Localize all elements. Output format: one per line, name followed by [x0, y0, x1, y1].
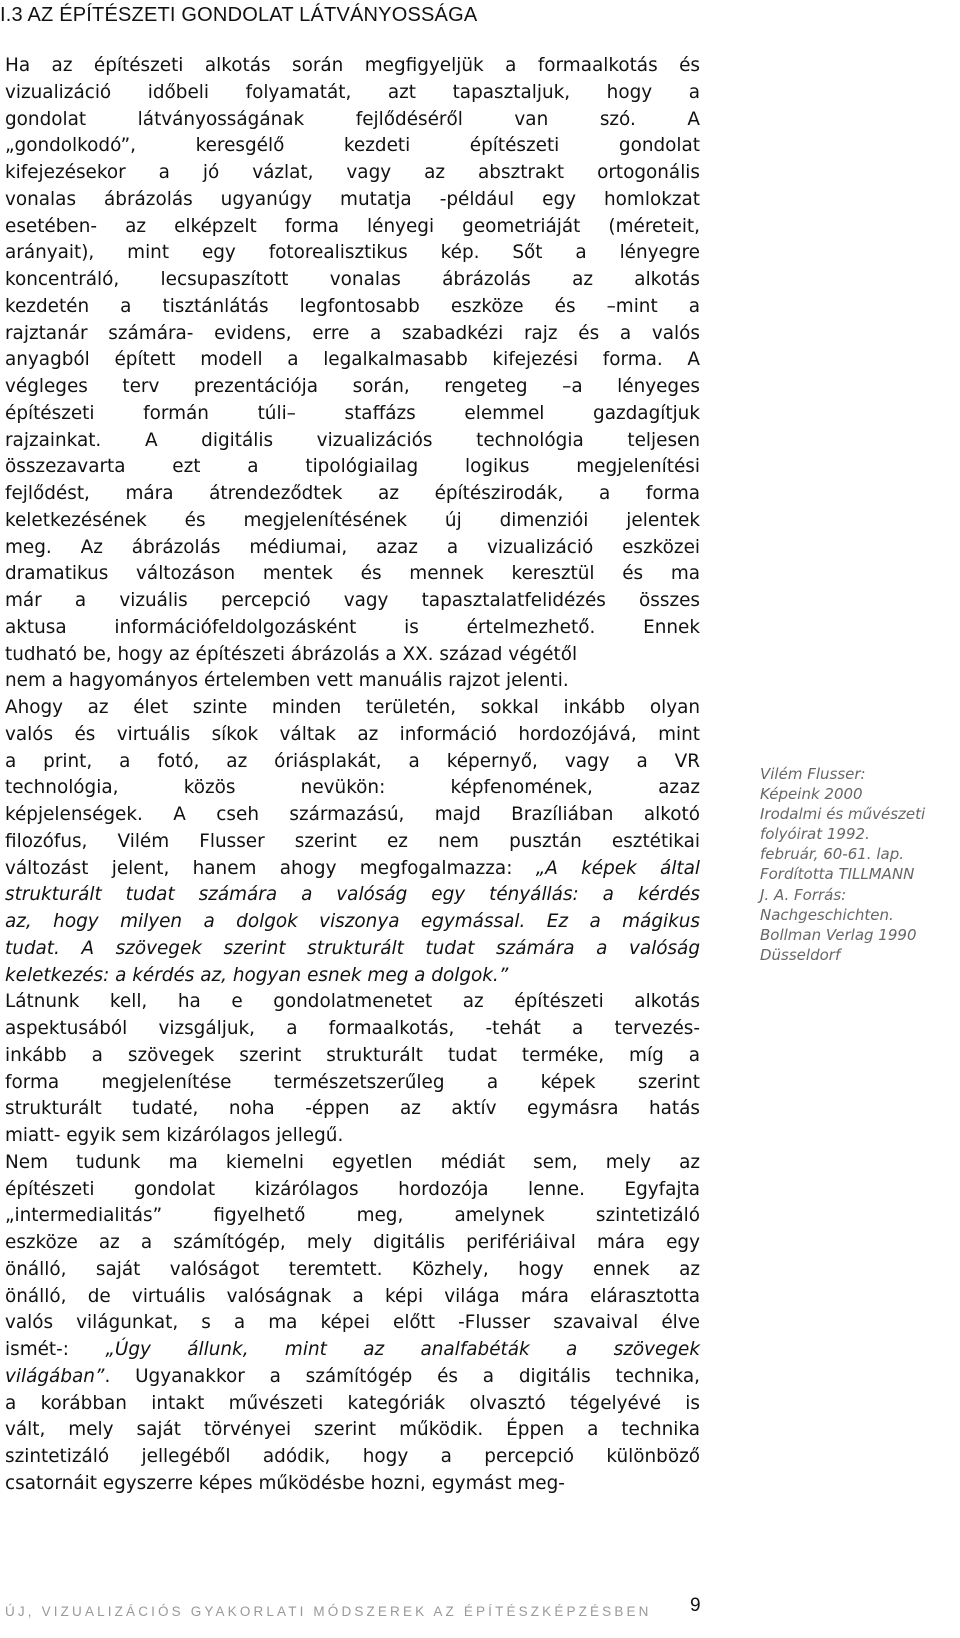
line-text: rajztanár számára- evidens, erre a szabadkézi rajz és a valós: [5, 322, 700, 344]
text-line: [5, 749, 700, 776]
line-text: . Ugyanakkor a számítógép és a digitális technika,: [104, 1365, 700, 1387]
side-note-line: Düsseldorf: [760, 945, 841, 964]
side-note-line: Fordította TILLMANN: [760, 865, 915, 884]
text-line: [5, 294, 700, 321]
line-text: Ahogy az élet szinte minden területén, sokkal inkább olyan: [5, 697, 700, 718]
line-text: rajzainkat. A digitális vizualizációs technológia teljesen: [5, 429, 700, 451]
side-note-line: Nachgeschichten.: [760, 905, 894, 924]
line-text: önálló, de virtuális valóságnak a képi világa mára elárasztotta: [5, 1285, 700, 1307]
line-text: anyagból épített modell a legalkalmasabb kifejezési forma. A: [5, 349, 700, 371]
side-note-line: február, 60-61. lap.: [760, 845, 904, 864]
quote-text: strukturált tudat számára a valóság egy tényállás: a kérdés: [5, 884, 700, 906]
line-text: képjelenségek. A cseh származású, majd Brazíliában alkotó: [5, 804, 700, 825]
line-text: aktusa információfeldolgozásként is értelmezhető. Ennek: [5, 616, 700, 638]
text-line: [5, 642, 700, 669]
text-line: [5, 133, 700, 160]
text-line: [5, 561, 700, 588]
text-line: [5, 107, 700, 134]
text-line: [5, 1337, 700, 1364]
line-text: dramatikus változáson mentek és mennek keresztül és ma: [5, 563, 700, 585]
text-line: [5, 1230, 700, 1257]
text-line: [5, 989, 700, 1016]
line-text: vált, mely saját törvényei szerint működik. Éppen a technika: [5, 1419, 700, 1441]
line-text: Nem tudunk ma kiemelni egyetlen médiát sem, mely az: [5, 1151, 700, 1173]
line-text: miatt- egyik sem kizárólagos jellegű.: [5, 1125, 344, 1146]
quote-text: keletkezés: a kérdés az, hogyan esnek meg a dolgok.”: [5, 964, 509, 986]
body-text: [5, 53, 700, 1498]
text-line: [5, 1364, 700, 1391]
line-text: Ha az építészeti alkotás során megfigyeljük a formaalkotás és: [5, 55, 700, 76]
text-line: [5, 775, 700, 802]
quote-text: „Úgy állunk, mint az analfabéták a szövegek: [105, 1339, 700, 1360]
line-text: a korábban intakt művészeti kategóriák olvasztó tégelyévé is: [5, 1392, 700, 1414]
text-line: [5, 321, 700, 348]
text-line: [5, 1391, 700, 1418]
side-note-line: Bollman Verlag 1990: [760, 925, 917, 944]
text-line: [5, 240, 700, 267]
text-line: [5, 1310, 700, 1337]
text-line: [5, 722, 700, 749]
line-text: már a vizuális percepció vagy tapasztalatfelidézés összes: [5, 590, 700, 611]
text-line: [5, 1123, 700, 1150]
text-line: [5, 963, 700, 990]
side-note-line: Vilém Flusser:: [760, 765, 866, 783]
text-line: [5, 1203, 700, 1230]
line-text: szintetizáló jellegéből adódik, hogy a percepció különböző: [5, 1446, 700, 1467]
text-line: [5, 160, 700, 187]
text-line: [5, 214, 700, 241]
line-text: forma megjelenítése természetszerűleg a képek szerint: [5, 1071, 700, 1093]
text-line: [5, 374, 700, 401]
line-text: kezdetén a tisztánlátás legfontosabb eszköze és –mint a: [5, 295, 700, 317]
running-footer: ÚJ, VIZUALIZÁCIÓS GYAKORLATI MÓDSZEREK AZ ÉPÍTÉSZKÉPZÉSBEN: [5, 1604, 652, 1619]
text-line: [5, 347, 700, 374]
line-text: csatornáit egyszerre képes működésbe hozni, egymást meg-: [5, 1472, 565, 1494]
line-text: önálló, saját valóságot teremtett. Közhely, hogy ennek az: [5, 1258, 700, 1280]
line-text: a print, a fotó, az óriásplakát, a képernyő, vagy a VR: [5, 750, 700, 772]
line-text: eszköze az a számítógép, mely digitális perifériáival mára egy: [5, 1232, 700, 1253]
text-line: [5, 615, 700, 642]
line-text: vonalas ábrázolás ugyanúgy mutatja -például egy homlokzat: [5, 188, 700, 210]
text-line: [5, 1177, 700, 1204]
line-text: építészeti gondolat kizárólagos hordozója lenne. Egyfajta: [5, 1178, 700, 1200]
text-line: [5, 80, 700, 107]
line-text: valós és virtuális síkok váltak az információ hordozójává, mint: [5, 723, 700, 745]
line-text: valós világunkat, s a ma képei előtt -Flusser szavaival élve: [5, 1312, 700, 1334]
side-note-line: Képeink 2000: [760, 785, 863, 804]
line-text: filozófus, Vilém Flusser szerint ez nem pusztán esztétikai: [5, 830, 700, 852]
text-line: [5, 695, 700, 722]
text-line: [5, 1150, 700, 1177]
line-text: strukturált tudaté, noha -éppen az aktív egymásra hatás: [5, 1098, 700, 1120]
line-text: összezavarta ezt a tipológiailag logikus megjelenítési: [5, 456, 700, 478]
line-text: ismét-:: [5, 1339, 106, 1360]
text-line: [5, 53, 700, 80]
line-text: Látnunk kell, ha e gondolatmenetet az építészeti alkotás: [5, 991, 700, 1013]
quote-text: az, hogy milyen a dolgok viszonya egymással. Ez a mágikus: [5, 911, 700, 932]
text-line: [5, 454, 700, 481]
text-line: [5, 401, 700, 428]
text-line: [5, 1471, 700, 1498]
side-note-line: J. A. Forrás:: [760, 885, 847, 904]
line-text: kifejezésekor a jó vázlat, vagy az absztrakt ortogonális: [5, 162, 700, 183]
text-line: [5, 1096, 700, 1123]
line-text: keletkezésének és megjelenítésének új dimenziói jelentek: [5, 509, 700, 531]
line-text: esetében- az elképzelt forma lényegi geometriáját (méreteit,: [5, 215, 700, 237]
quote-text: tudat. A szövegek szerint strukturált tudat számára a valóság: [5, 937, 700, 959]
text-line: [5, 508, 700, 535]
text-line: [5, 1417, 700, 1444]
line-text: gondolat látványosságának fejlődéséről van szó. A: [5, 108, 700, 130]
line-text: meg. Az ábrázolás médiumai, azaz a vizualizáció eszközei: [5, 536, 700, 558]
line-text: változást jelent, hanem ahogy megfogalmazza:: [5, 857, 536, 879]
text-line: [5, 187, 700, 214]
text-line: [5, 829, 700, 856]
line-text: tudható be, hogy az építészeti ábrázolás a XX. század végétől: [5, 643, 578, 665]
text-line: [5, 1070, 700, 1097]
text-line: [5, 909, 700, 936]
text-line: [5, 1444, 700, 1471]
line-text: technológia, közös nevükön: képfenomének, azaz: [5, 777, 700, 799]
line-text: „intermedialitás” figyelhető meg, amelynek szintetizáló: [5, 1205, 700, 1227]
quote-text: világában”: [5, 1365, 105, 1387]
text-line: [5, 481, 700, 508]
quote-text: „A képek által: [535, 857, 700, 879]
side-note-line: folyóirat 1992.: [760, 825, 870, 844]
side-note: [760, 764, 960, 965]
text-line: [5, 535, 700, 562]
section-heading: I.3 AZ ÉPÍTÉSZETI GONDOLAT LÁTVÁNYOSSÁGA: [0, 4, 478, 26]
text-line: [5, 802, 700, 829]
text-line: [5, 668, 700, 695]
text-line: [5, 882, 700, 909]
text-line: [5, 1257, 700, 1284]
text-line: [5, 428, 700, 455]
line-text: építészeti formán túli– staffázs elemmel gazdagítjuk: [5, 402, 700, 424]
side-note-line: Irodalmi és művészeti: [760, 805, 926, 824]
line-text: arányait), mint egy fotorealisztikus kép. Sőt a lényegre: [5, 242, 700, 264]
line-text: nem a hagyományos értelemben vett manuális rajzot jelenti.: [5, 670, 569, 692]
text-line: [5, 936, 700, 963]
text-line: [5, 1016, 700, 1043]
line-text: „gondolkodó”, keresgélő kezdeti építészeti gondolat: [5, 135, 700, 157]
line-text: végleges terv prezentációja során, rengeteg –a lényeges: [5, 376, 700, 397]
text-line: [5, 1284, 700, 1311]
text-line: [5, 267, 700, 294]
text-line: [5, 588, 700, 615]
line-text: fejlődést, mára átrendeződtek az építészirodák, a forma: [5, 483, 700, 504]
line-text: aspektusából vizsgáljuk, a formaalkotás, -tehát a tervezés-: [5, 1018, 700, 1039]
text-line: [5, 1043, 700, 1070]
page-number: 9: [690, 1595, 701, 1616]
line-text: vizualizáció időbeli folyamatát, azt tapasztaljuk, hogy a: [5, 81, 700, 103]
line-text: koncentráló, lecsupaszított vonalas ábrázolás az alkotás: [5, 269, 700, 290]
text-line: [5, 856, 700, 883]
line-text: inkább a szövegek szerint strukturált tudat terméke, míg a: [5, 1044, 700, 1066]
